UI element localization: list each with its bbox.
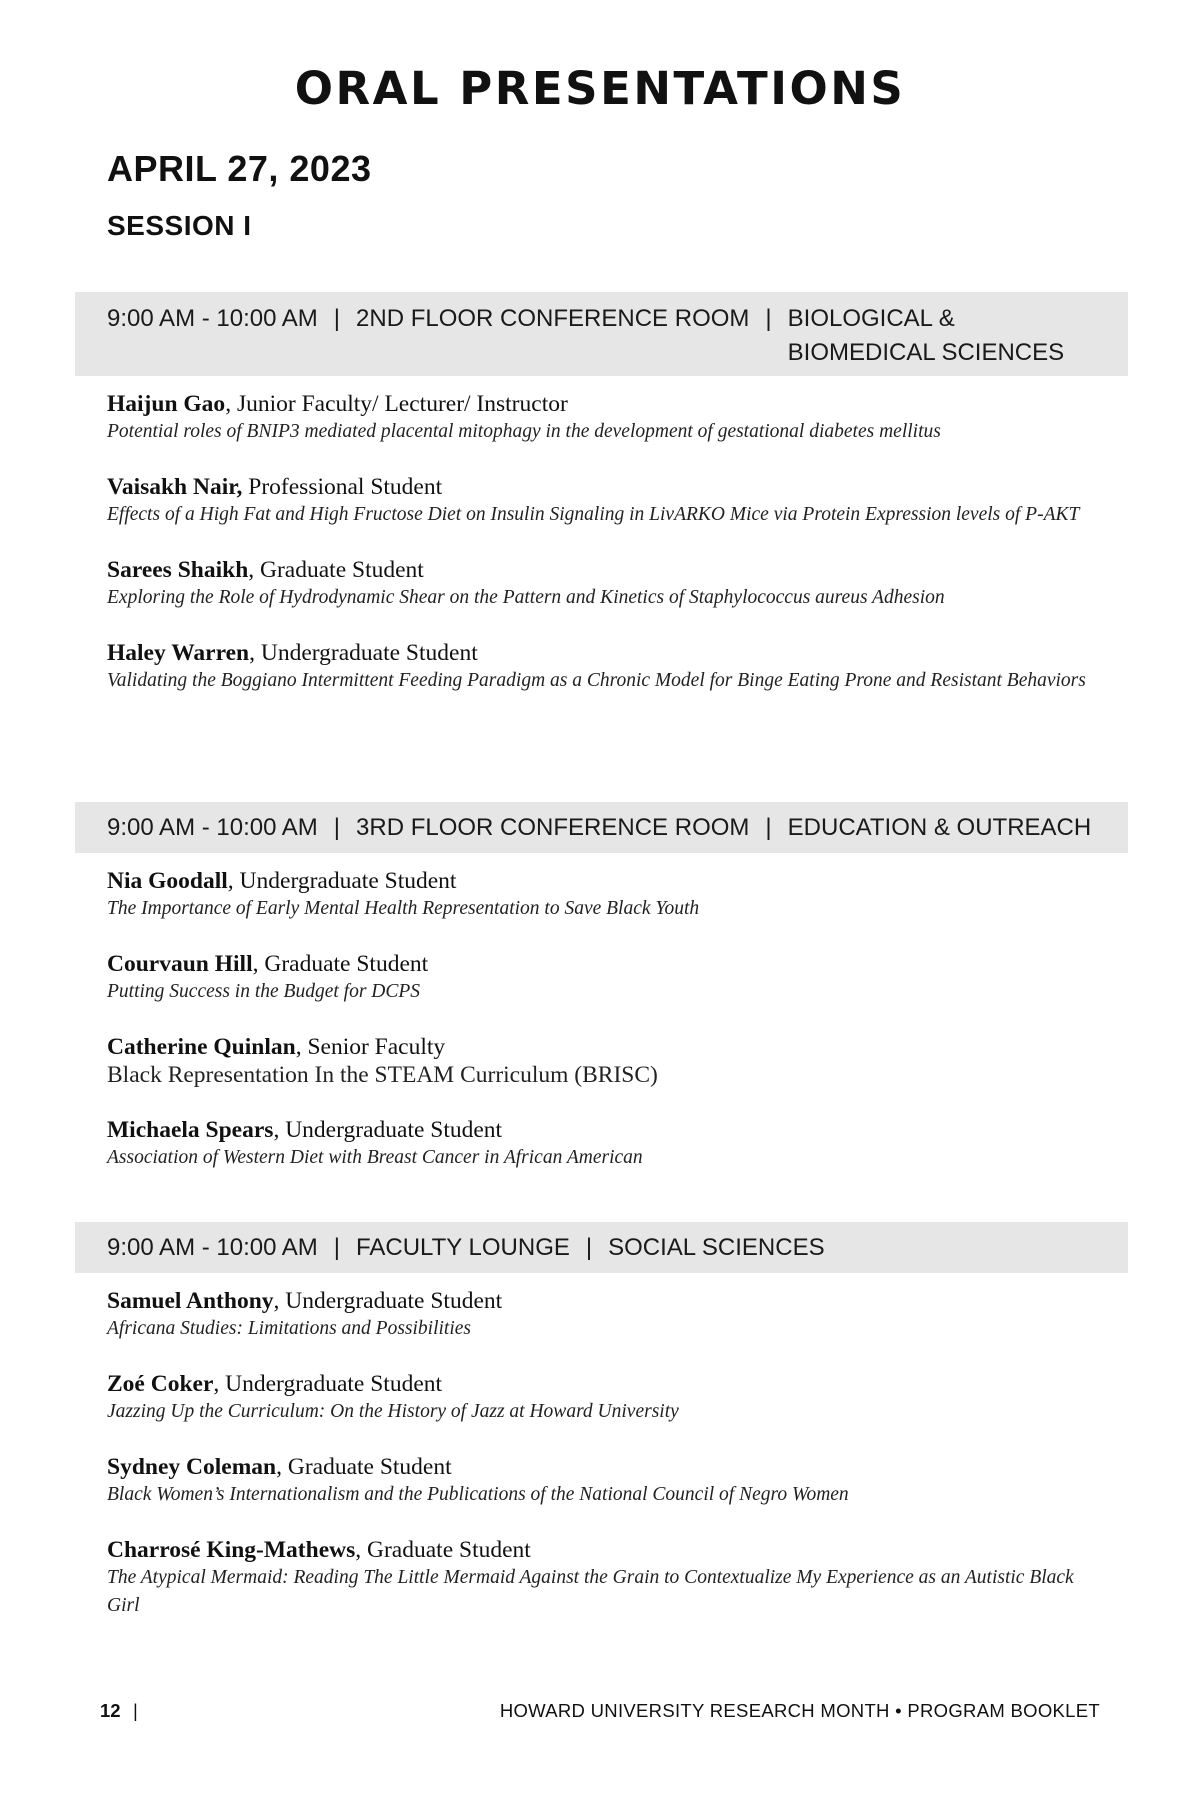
separator: | <box>333 1234 341 1261</box>
presenter-role: Professional Student <box>242 474 443 500</box>
presentation-title: Black Representation In the STEAM Curriculum (BRISC) <box>107 1062 658 1088</box>
footer-text: HOWARD UNIVERSITY RESEARCH MONTH • PROGRAM BOOKLET <box>499 1700 1100 1721</box>
list-item <box>107 390 1107 446</box>
presenter-name: Haijun Gao <box>107 391 226 417</box>
session-bar <box>75 1222 1128 1273</box>
date-heading: APRIL 27, 2023 <box>107 148 372 189</box>
session-bar <box>75 802 1128 853</box>
presenter-role: , Junior Faculty/ Lecturer/ Instructor <box>225 391 568 417</box>
presenter-role: , Graduate Student <box>252 951 429 977</box>
presentation-title: Association of Western Diet with Breast Cancer in African American <box>107 1147 643 1168</box>
session-block <box>0 292 1200 722</box>
session-category: SOCIAL SCIENCES <box>608 1234 825 1261</box>
presentation-title: Validating the Boggiano Intermittent Feeding Paradigm as a Chronic Model for Binge Eating Prone and Resistant Behaviors <box>107 670 1086 691</box>
presenter-name: Sarees Shaikh <box>107 557 249 583</box>
presentation-title: Potential roles of BNIP3 mediated placental mitophagy in the development of gestational diabetes mellitus <box>107 421 941 442</box>
presenter-name: Vaisakh Nair, <box>107 474 243 500</box>
presentation-title: Putting Success in the Budget for DCPS <box>107 981 421 1002</box>
session-location: 2ND FLOOR CONFERENCE ROOM <box>356 305 750 332</box>
presenter-name: Zoé Coker <box>107 1371 214 1397</box>
list-item <box>107 556 1107 612</box>
presenter-name: Samuel Anthony <box>107 1288 274 1314</box>
entry-list <box>0 853 1107 1172</box>
presenter-role: , Graduate Student <box>355 1537 531 1563</box>
presenter-name: Michaela Spears <box>107 1117 274 1143</box>
session-category: EDUCATION & OUTREACH <box>787 814 1092 841</box>
entry-list <box>0 1273 1107 1620</box>
session-heading: SESSION I <box>107 210 252 241</box>
presenter-name: Courvaun Hill <box>107 951 253 977</box>
entry-list <box>0 376 1107 695</box>
presenter-name: Haley Warren <box>107 640 250 666</box>
page-number: 12 <box>100 1700 121 1721</box>
separator: | <box>765 305 772 332</box>
separator: | <box>333 814 341 841</box>
presenter-name: Catherine Quinlan <box>107 1034 296 1060</box>
separator: | <box>585 1234 593 1261</box>
separator: | <box>333 305 341 332</box>
presenter-role: , Undergraduate Student <box>227 868 457 894</box>
presenter-role: , Graduate Student <box>248 557 424 583</box>
list-item <box>107 1370 1107 1426</box>
presenter-role: , Undergraduate Student <box>273 1288 503 1314</box>
presenter-name: Charrosé King-Mathews <box>107 1537 356 1563</box>
list-item <box>107 1033 1107 1089</box>
session-time: 9:00 AM - 10:00 AM <box>107 305 318 332</box>
presentation-title: Exploring the Role of Hydrodynamic Shear on the Pattern and Kinetics of Staphylococcus aureus Adhesion <box>107 587 945 608</box>
presenter-role: , Undergraduate Student <box>213 1371 443 1397</box>
page-title: ORAL PRESENTATIONS <box>294 62 906 115</box>
list-item <box>107 950 1107 1006</box>
session-location: 3RD FLOOR CONFERENCE ROOM <box>356 814 750 841</box>
separator: | <box>765 814 772 841</box>
presentation-title: The Importance of Early Mental Health Representation to Save Black Youth <box>107 898 700 919</box>
list-item <box>107 473 1107 529</box>
session-bar <box>75 292 1128 376</box>
presentation-title: Effects of a High Fat and High Fructose Diet on Insulin Signaling in LivARKO Mice via Protein Expression levels of P-AKT <box>107 504 1080 525</box>
session-time: 9:00 AM - 10:00 AM <box>107 814 318 841</box>
page-number-separator: | <box>133 1700 138 1721</box>
session-time: 9:00 AM - 10:00 AM <box>107 1234 318 1261</box>
presentation-title: Africana Studies: Limitations and Possibilities <box>107 1318 472 1339</box>
presentation-title: The Atypical Mermaid: Reading The Little Mermaid Against the Grain to Contextualize My Experience as an Autistic Black Girl <box>107 1567 1074 1616</box>
presentation-title: Jazzing Up the Curriculum: On the History of Jazz at Howard University <box>107 1401 679 1422</box>
list-item <box>107 867 1107 923</box>
list-item <box>107 1116 1107 1172</box>
list-item <box>107 639 1107 695</box>
presenter-name: Sydney Coleman <box>107 1454 277 1480</box>
session-location: FACULTY LOUNGE <box>356 1234 570 1261</box>
session-category: BIOLOGICAL & BIOMEDICAL SCIENCES <box>787 305 1065 366</box>
presenter-name: Nia Goodall <box>107 868 228 894</box>
list-item <box>107 1287 1107 1343</box>
list-item <box>107 1536 1107 1620</box>
session-block <box>0 1222 1200 1647</box>
presenter-role: , Graduate Student <box>276 1454 452 1480</box>
presenter-role: , Senior Faculty <box>295 1034 446 1060</box>
presenter-role: , Undergraduate Student <box>249 640 478 666</box>
session-block <box>0 802 1200 1199</box>
presenter-role: , Undergraduate Student <box>273 1117 503 1143</box>
list-item <box>107 1453 1107 1509</box>
presentation-title: Black Women’s Internationalism and the Publications of the National Council of Negro Women <box>107 1484 849 1505</box>
